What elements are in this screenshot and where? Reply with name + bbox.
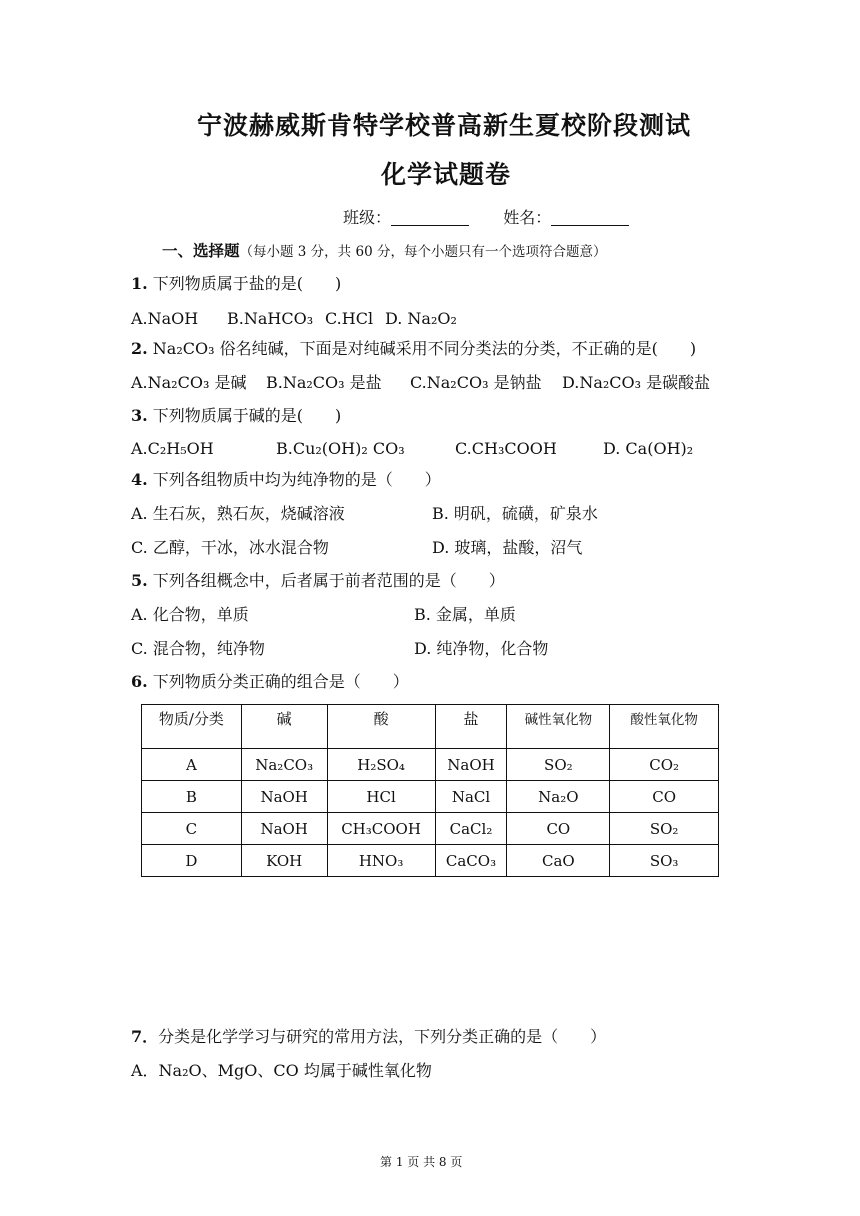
table-cell: NaOH bbox=[241, 813, 327, 845]
question-1 bbox=[131, 273, 341, 295]
table-cell: CO bbox=[610, 781, 719, 813]
q3-option-d: D. Ca(OH)₂ bbox=[603, 439, 694, 458]
question-number: 2. bbox=[131, 339, 148, 358]
table-header-cell: 物质/分类 bbox=[142, 705, 242, 749]
table-cell: NaCl bbox=[435, 781, 507, 813]
question-5 bbox=[131, 570, 505, 592]
q3-option-c: C.CH₃COOH bbox=[455, 439, 557, 458]
table-cell: CaO bbox=[507, 845, 610, 877]
page-footer: 第 1 页 共 8 页 bbox=[380, 1155, 463, 1169]
name-label: 姓名： bbox=[503, 208, 552, 227]
question-stem: 下列物质属于盐的是( ) bbox=[147, 274, 342, 293]
table-header-cell: 酸 bbox=[327, 705, 435, 749]
table-cell: CaCO₃ bbox=[435, 845, 507, 877]
q3-option-a: A.C₂H₅OH bbox=[131, 439, 214, 458]
name-blank[interactable] bbox=[551, 209, 629, 226]
table-cell: HCl bbox=[327, 781, 435, 813]
table-cell: A bbox=[142, 749, 242, 781]
q4-option-b: B. 明矾，硫磺，矿泉水 bbox=[432, 504, 598, 523]
question-number: 5. bbox=[131, 571, 148, 590]
q1-option-c: C.HCl bbox=[325, 309, 374, 328]
table-header-cell: 盐 bbox=[435, 705, 507, 749]
q5-option-a: A. 化合物，单质 bbox=[131, 605, 249, 624]
q1-option-d: D. Na₂O₂ bbox=[385, 309, 457, 328]
q4-option-d: D. 玻璃，盐酸，沼气 bbox=[432, 538, 583, 557]
table-row bbox=[142, 845, 719, 877]
q4-option-a: A. 生石灰，熟石灰，烧碱溶液 bbox=[131, 504, 345, 523]
q4-option-c: C. 乙醇，干冰，冰水混合物 bbox=[131, 538, 329, 557]
question-stem: Na₂CO₃ 俗名纯碱，下面是对纯碱采用不同分类法的分类，不正确的是( ) bbox=[147, 339, 697, 358]
q7-option-a: A．Na₂O、MgO、CO 均属于碱性氧化物 bbox=[131, 1061, 432, 1080]
table-row bbox=[142, 781, 719, 813]
question-4 bbox=[131, 469, 441, 491]
table-cell: HNO₃ bbox=[327, 845, 435, 877]
question-7 bbox=[131, 1026, 606, 1048]
question-2 bbox=[131, 338, 696, 360]
q1-option-b: B.NaHCO₃ bbox=[227, 309, 314, 328]
table-cell: H₂SO₄ bbox=[327, 749, 435, 781]
table-cell: D bbox=[142, 845, 242, 877]
table-cell: C bbox=[142, 813, 242, 845]
table-header-cell: 碱性氧化物 bbox=[507, 705, 610, 749]
question-stem: 下列物质属于碱的是( ) bbox=[147, 406, 342, 425]
question-stem: 下列物质分类正确的组合是（ ） bbox=[147, 672, 409, 691]
q3-option-b: B.Cu₂(OH)₂ CO₃ bbox=[276, 439, 405, 458]
question-number: 1. bbox=[131, 274, 148, 293]
table-cell: CH₃COOH bbox=[327, 813, 435, 845]
question-6 bbox=[131, 671, 409, 693]
q1-option-a: A.NaOH bbox=[131, 309, 199, 328]
table-cell: SO₂ bbox=[610, 813, 719, 845]
table-cell: Na₂O bbox=[507, 781, 610, 813]
page-subtitle: 化学试题卷 bbox=[381, 160, 512, 189]
section-note: （每小题 3 分，共 60 分，每个小题只有一个选项符合题意） bbox=[239, 244, 607, 260]
table-row bbox=[142, 813, 719, 845]
table-cell: CO₂ bbox=[610, 749, 719, 781]
q5-option-b: B. 金属，单质 bbox=[414, 605, 516, 624]
question-stem: 下列各组概念中，后者属于前者范围的是（ ） bbox=[147, 571, 505, 590]
class-label: 班级： bbox=[343, 208, 392, 227]
question-number: 4. bbox=[131, 470, 148, 489]
q5-option-d: D. 纯净物，化合物 bbox=[414, 639, 549, 658]
question-number: 3. bbox=[131, 406, 148, 425]
classification-table bbox=[141, 704, 719, 877]
table-header-row bbox=[142, 705, 719, 749]
q2-option-a: A.Na₂CO₃ 是碱 bbox=[131, 373, 247, 392]
table-row bbox=[142, 749, 719, 781]
question-number: 7． bbox=[131, 1027, 159, 1046]
table-cell: SO₂ bbox=[507, 749, 610, 781]
table-cell: SO₃ bbox=[610, 845, 719, 877]
section-heading bbox=[162, 240, 606, 263]
table-header-cell: 酸性氧化物 bbox=[610, 705, 719, 749]
class-blank[interactable] bbox=[391, 209, 469, 226]
page-title: 宁波赫威斯肯特学校普高新生夏校阶段测试 bbox=[197, 111, 692, 140]
question-stem: 分类是化学学习与研究的常用方法，下列分类正确的是（ ） bbox=[158, 1027, 607, 1046]
student-info bbox=[343, 207, 629, 229]
table-header-cell: 碱 bbox=[241, 705, 327, 749]
question-stem: 下列各组物质中均为纯净物的是（ ） bbox=[147, 470, 441, 489]
table-cell: CaCl₂ bbox=[435, 813, 507, 845]
q2-option-d: D.Na₂CO₃ 是碳酸盐 bbox=[562, 373, 711, 392]
table-cell: Na₂CO₃ bbox=[241, 749, 327, 781]
table-cell: KOH bbox=[241, 845, 327, 877]
section-title: 一、选择题 bbox=[162, 241, 240, 260]
table-cell: CO bbox=[507, 813, 610, 845]
question-3 bbox=[131, 405, 341, 427]
q2-option-b: B.Na₂CO₃ 是盐 bbox=[266, 373, 382, 392]
q5-option-c: C. 混合物，纯净物 bbox=[131, 639, 265, 658]
table-cell: NaOH bbox=[241, 781, 327, 813]
table-cell: NaOH bbox=[435, 749, 507, 781]
table-cell: B bbox=[142, 781, 242, 813]
question-number: 6. bbox=[131, 672, 148, 691]
q2-option-c: C.Na₂CO₃ 是钠盐 bbox=[410, 373, 542, 392]
